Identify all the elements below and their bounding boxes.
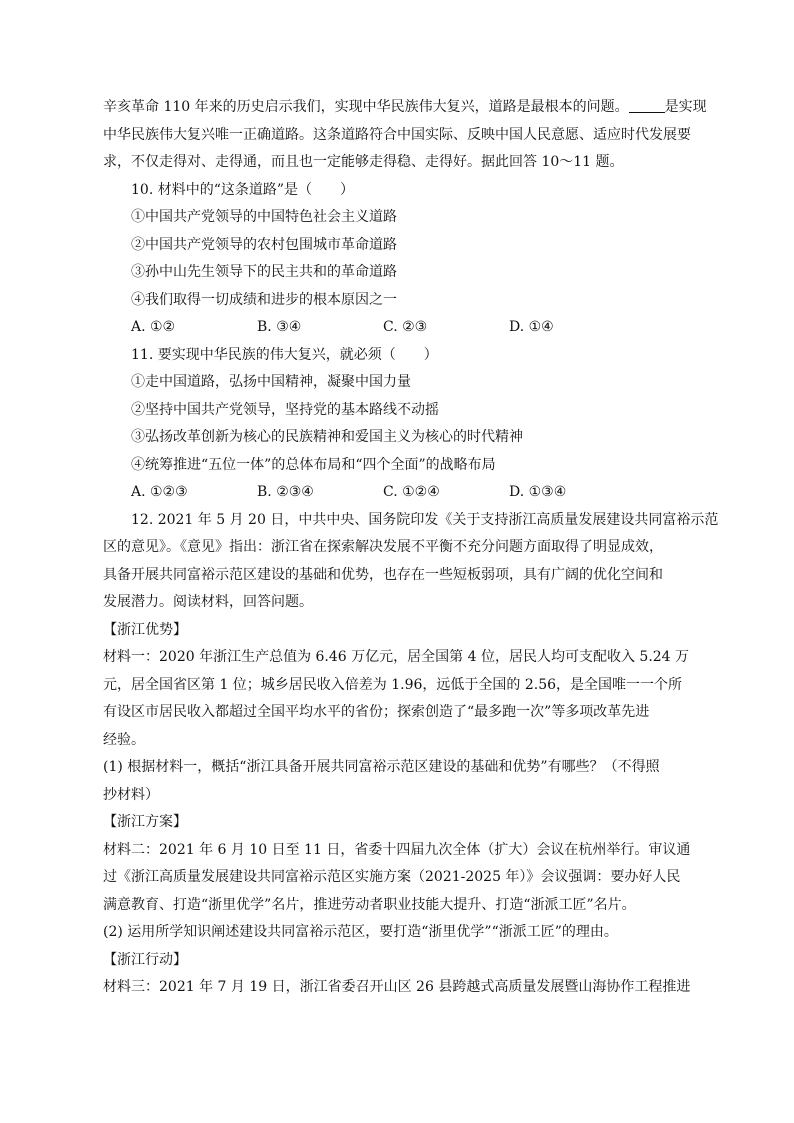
material-1-text: 材料一：2020 年浙江生产总值为 6.46 万亿元，居全国第 4 位，居民人均可支配收入 5.24 万 — [103, 649, 690, 665]
intro-text: 辛亥革命 110 年来的历史启示我们，实现中华民族伟大复兴，道路是最根本的问题。 — [103, 99, 629, 115]
q10-item: ③孙中山先生领导下的民主共和的革命道路 — [131, 264, 397, 280]
q11-item: ②坚持中国共产党领导，坚持党的基本路线不动摇 — [131, 401, 439, 418]
q11-item: ④统筹推进“五位一体”的总体布局和“四个全面”的战略布局 — [131, 456, 496, 473]
q10-item: ②中国共产党领导的农村包围城市革命道路 — [131, 236, 397, 253]
option-a: A. ①② — [131, 319, 176, 335]
q12-text: 具备开展共同富裕示范区建设的基础和优势，也存在一些短板弱项，具有广阔的优化空间和 — [103, 566, 663, 583]
q12-text: 区的意见》。《意见》指出：浙江省在探索解决发展不平衡不充分问题方面取得了明显成效， — [103, 539, 663, 555]
q12-text: 发展潜力。阅读材料，回答问题。 — [103, 594, 313, 610]
option-d: D. ①④ — [509, 319, 554, 335]
material-1-text: 元，居全国省区第 1 位；城乡居民收入倍差为 1.96，远低于全国的 2.56，是全国唯一一个所 — [103, 676, 683, 693]
q10-options — [103, 314, 695, 342]
document-page — [103, 94, 719, 1002]
q10-item: ①中国共产党领导的中国特色社会主义道路 — [131, 209, 397, 225]
sub-question-1: (1) 根据材料一，概括“浙江具备开展共同富裕示范区建设的基础和优势”有哪些？（不得照 — [103, 759, 660, 775]
option-b: B. ③④ — [257, 319, 302, 335]
intro-line-1 — [103, 94, 707, 122]
material-3-text: 材料三：2021 年 7 月 19 日，浙江省委召开山区 26 县跨越式高质量发展暨山海协作工程推进 — [103, 979, 691, 995]
sub-question-1: 抄材料） — [103, 786, 159, 803]
question-11-stem: 11. 要实现中华民族的伟大复兴，就必须（ ） — [131, 346, 438, 363]
q11-item: ③弘扬改革创新为核心的民族精神和爱国主义为核心的时代精神 — [131, 429, 523, 445]
section-heading-action: 【浙江行动】 — [103, 951, 187, 968]
option-b: B. ②③④ — [257, 484, 314, 500]
q11-item: ①走中国道路，弘扬中国精神，凝聚中国力量 — [131, 374, 411, 390]
question-12-stem: 12. 2021 年 5 月 20 日，中共中央、国务院印发《关于支持浙江高质量发展建设共同富裕示范 — [131, 511, 719, 528]
option-a: A. ①②③ — [131, 484, 188, 500]
material-2-text: 过《浙江高质量发展建设共同富裕示范区实施方案（2021-2025 年）》会议强调：要办好人民 — [103, 869, 681, 885]
section-heading-advantage: 【浙江优势】 — [103, 621, 187, 638]
option-d: D. ①③④ — [509, 484, 567, 500]
intro-text: 是实现 — [664, 99, 707, 115]
intro-line-3: 求，不仅走得对、走得通，而且也一定能够走得稳、走得好。据此回答 10～11 题。 — [103, 154, 624, 170]
q10-item: ④我们取得一切成绩和进步的根本原因之一 — [131, 291, 397, 308]
option-c: C. ②③ — [383, 319, 428, 335]
material-2-text: 材料二：2021 年 6 月 10 日至 11 日，省委十四届九次全体（扩大）会议在杭州举行。审议通 — [103, 841, 691, 858]
option-c: C. ①②④ — [383, 484, 440, 500]
fill-blank — [629, 96, 665, 113]
question-10-stem: 10. 材料中的“这条道路”是（ ） — [131, 181, 355, 198]
material-2-text: 满意教育、打造“浙里优学”名片，推进劳动者职业技能大提升、打造“浙派工匠”名片。 — [103, 896, 636, 913]
material-1-text: 经验。 — [103, 731, 145, 748]
section-heading-plan: 【浙江方案】 — [103, 814, 187, 830]
material-1-text: 有设区市居民收入都超过全国平均水平的省份；探索创造了“最多跑一次”等多项改革先进 — [103, 704, 650, 720]
q11-options — [103, 479, 695, 507]
sub-question-2: (2) 运用所学知识阐述建设共同富裕示范区，要打造“浙里优学”“浙派工匠”的理由。 — [103, 924, 618, 940]
intro-line-2: 中华民族伟大复兴唯一正确道路。这条道路符合中国实际、反映中国人民意愿、适应时代发展要 — [103, 126, 691, 143]
